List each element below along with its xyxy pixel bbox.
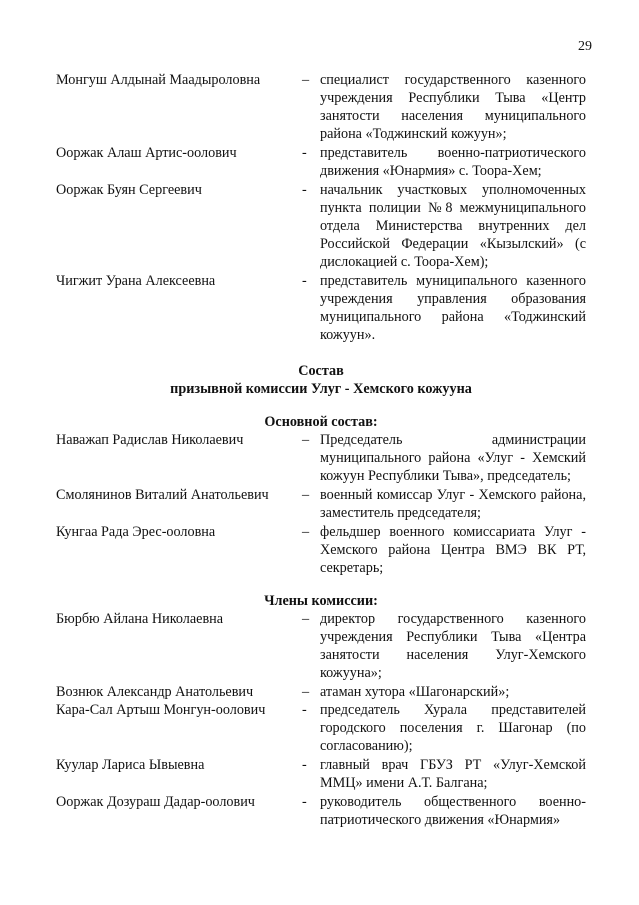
list-item [56,610,586,682]
dash: – [302,72,310,88]
member-name: Ооржак Буян Сергеевич [56,182,202,198]
composition-title: Состав [298,363,344,379]
member-role: главный врач ГБУЗ РТ «Улуг-Хемской ММЦ» имени А.Т. Балгана; [320,757,586,791]
member-role: атаман хутора «Шагонарский»; [320,684,510,700]
page-number: 29 [578,39,592,54]
member-name: Кара-Сал Артыш Монгун-оолович [56,702,266,718]
member-name: Чигжит Урана Алексеевна [56,273,216,289]
member-name: Монгуш Алдынай Маадыроловна [56,72,261,88]
member-name: Ооржак Дозураш Дадар-оолович [56,794,255,810]
member-role: представитель военно-патриотического движения «Юнармия» с. Тоора-Хем; [320,145,586,179]
member-name: Смолянинов Виталий Анатольевич [56,487,269,503]
dash: - [302,757,307,773]
dash: – [302,611,310,627]
member-name: Кунгаа Рада Эрес-ооловна [56,524,216,540]
member-role: руководитель общественного военно-патриотического движения «Юнармия» [320,794,586,828]
member-role: Председатель администрации муниципального района «Улуг - Хемский кожуун Республики Тыва», председатель; [320,432,586,484]
list-item [56,701,586,755]
main-composition-heading: Основной состав: [264,414,378,430]
dash: - [302,273,307,289]
member-name: Куулар Лариса Ывыевна [56,757,205,773]
dash: – [302,432,310,448]
member-role: директор государственного казенного учреждения Республики Тыва «Центра занятости населения Улуг-Хемского кожууна»; [320,611,586,681]
dash: - [302,702,307,718]
list-item [56,431,586,485]
list-item [56,793,586,829]
member-name: Вознюк Александр Анатольевич [56,684,254,700]
member-name: Ооржак Алаш Артис-оолович [56,145,237,161]
list-item [56,756,586,792]
member-role: военный комиссар Улуг - Хемского района, заместитель председателя; [320,487,586,521]
members-heading: Члены комиссии: [264,593,378,609]
member-role: представитель муниципального казенного учреждения управления образования муниципального района «Тоджинский кожуун». [320,273,586,343]
member-name: Бюрбю Айлана Николаевна [56,611,224,627]
list-item [56,272,586,344]
dash: - [302,794,307,810]
dash: – [302,487,310,503]
composition-subtitle: призывной комиссии Улуг - Хемского кожууна [170,381,472,397]
dash: – [302,684,310,700]
list-item [56,523,586,577]
member-role: специалист государственного казенного учреждения Республики Тыва «Центр занятости населения муниципального района «Тоджинский кожуун»; [320,72,586,142]
member-name: Наважап Радислав Николаевич [56,432,244,448]
list-item [56,486,586,522]
member-role: фельдшер военного комиссариата Улуг - Хемского района Центра ВМЭ ВК РТ, секретарь; [320,524,586,576]
member-role: председатель Хурала представителей городского поселения г. Шагонар (по согласованию); [320,702,586,754]
dash: – [302,524,310,540]
document-body [56,71,586,829]
dash: - [302,145,307,161]
list-item [56,71,586,143]
member-role: начальник участковых уполномоченных пункта полиции №8 межмуниципального отдела Министерства внутренних дел Российской Федерации «Кызылский» (с дислокацией с. Тоора-Хем); [320,182,586,270]
list-item [56,181,586,271]
list-item [56,683,586,701]
dash: - [302,182,307,198]
list-item [56,144,586,180]
